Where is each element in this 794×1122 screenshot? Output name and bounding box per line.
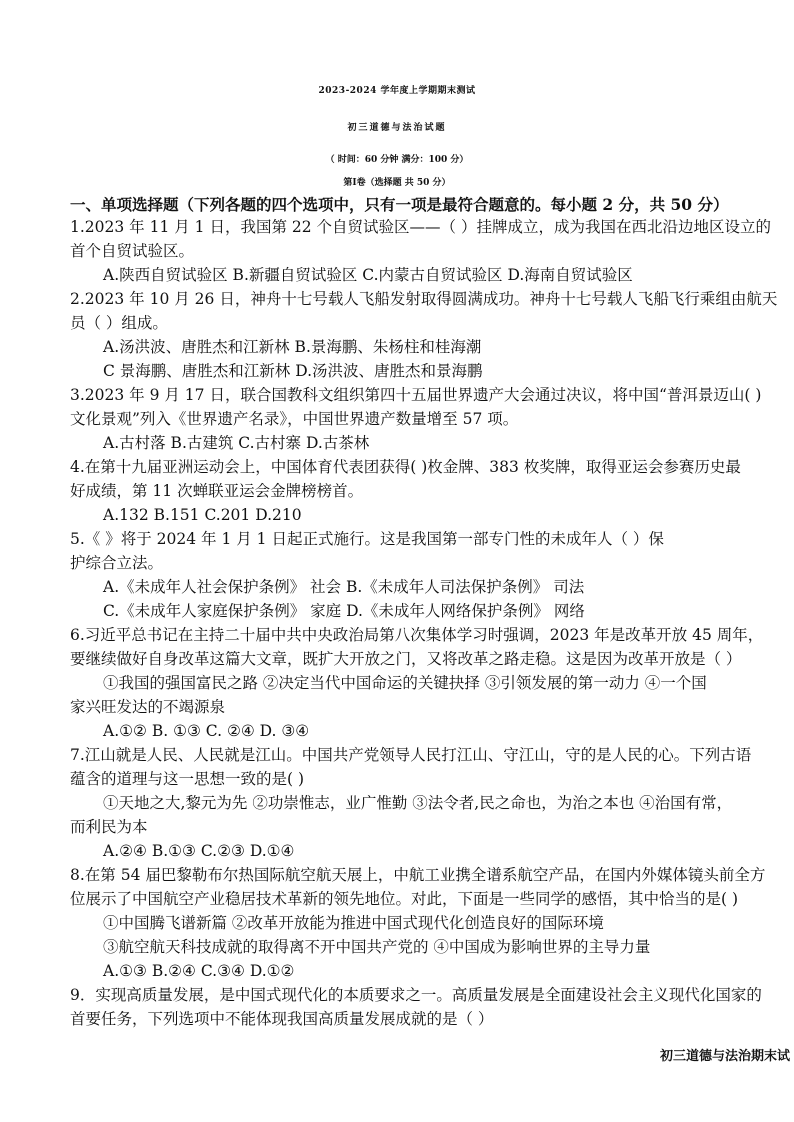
question-options: C 景海鹏、唐胜杰和江新林 D.汤洪波、唐胜杰和景海鹏 (103, 362, 483, 380)
question-stem-line: 7.江山就是人民、人民就是江山。中国共产党领导人民打江山、守江山，守的是人民的心。下列古语 (70, 746, 752, 764)
question-stem-line: 位展示了中国航空产业稳居技术革新的领先地位。对此，下面是一些同学的感悟，其中恰当的是( ) (70, 890, 739, 908)
question-options: A.①③ B.②④ C.③④ D.①② (103, 962, 295, 980)
question-options: A.陕西自贸试验区 B.新疆自贸试验区 C.内蒙古自贸试验区 D.海南自贸试验区 (103, 266, 633, 284)
exam-time-score: （ 时间：60 分钟 满分：100 分） (325, 155, 469, 165)
page-footer: 初三道德与法治期末试 (659, 1049, 790, 1064)
question-stem-line: 首个自贸试验区。 (70, 242, 195, 260)
question-statements: ①我国的强国富民之路 ②决定当代中国命运的关键抉择 ③引领发展的第一动力 ④一个国 (103, 674, 707, 692)
question-options: C.《未成年人家庭保护条例》 家庭 D.《未成年人网络保护条例》 网络 (103, 602, 585, 620)
question-statements: ①中国腾飞谱新篇 ②改革开放能为推进中国式现代化创造良好的国际环境 (103, 914, 604, 932)
question-statements: 而利民为本 (70, 818, 148, 836)
question-options: A.汤洪波、唐胜杰和江新林 B.景海鹏、朱杨柱和桂海潮 (103, 338, 482, 356)
exam-term-title: 2023-2024 学年度上学期期末测试 (318, 86, 476, 96)
question-statements: ③航空航天科技成就的取得离不开中国共产党的 ④中国成为影响世界的主导力量 (103, 938, 651, 956)
question-stem-line: 蕴含的道理与这一思想一致的是( ) (70, 770, 305, 788)
question-statements: ①天地之大,黎元为先 ②功崇惟志，业广惟勤 ③法令者,民之命也，为治之本也 ④治国有常， (103, 794, 733, 812)
question-options: A.古村落 B.古建筑 C.古村寨 D.古茶林 (103, 434, 370, 452)
section-heading: 一、单项选择题（下列各题的四个选项中，只有一项是最符合题意的。每小题 2 分，共 50 分） (70, 195, 729, 214)
question-stem-line: 4.在第十九届亚洲运动会上，中国体育代表团获得( )枚金牌、383 枚奖牌，取得亚运会参赛历史最 (70, 458, 741, 476)
exam-subject-title: 初三道德与法治试题 (347, 123, 447, 133)
question-options: A.①② B. ①③ C. ②④ D. ③④ (103, 722, 310, 740)
question-stem-line: 6.习近平总书记在主持二十届中共中央政治局第八次集体学习时强调，2023 年是改革开放 45 周年， (70, 626, 764, 644)
question-stem-line: 要继续做好自身改革这篇大文章，既扩大开放之门，又将改革之路走稳。这是因为改革开放是（ ） (70, 650, 742, 668)
question-options: A.②④ B.①③ C.②③ D.①④ (103, 842, 295, 860)
question-stem-line: 首要任务，下列选项中不能体现我国高质量发展成就的是（ ） (70, 1010, 494, 1028)
question-stem-line: 好成绩，第 11 次蝉联亚运会金牌榜榜首。 (70, 482, 364, 500)
question-stem-line: 2.2023 年 10 月 26 日，神舟十七号载人飞船发射取得圆满成功。神舟十七号载人飞船飞行乘组由航天 (70, 290, 778, 308)
question-stem-line: 3.2023 年 9 月 17 日，联合国教科文组织第四十五届世界遗产大会通过决议，将中国“普洱景迈山( ) (70, 386, 762, 404)
question-stem-line: 1.2023 年 11 月 1 日，我国第 22 个自贸试验区——（ ）挂牌成立，成为我国在西北沿边地区设立的 (70, 218, 771, 236)
question-stem-line: 8.在第 54 届巴黎勒布尔热国际航空航天展上，中航工业携全谱系航空产品，在国内外媒体镜头前全方 (70, 866, 766, 884)
volume-heading: 第Ⅰ卷（选择题 共 50 分） (343, 178, 451, 188)
question-stem-line: 5.《 》将于 2024 年 1 月 1 日起正式施行。这是我国第一部专门性的未成年人（ ）保 (70, 530, 664, 548)
question-stem-line: 员（ ）组成。 (70, 314, 168, 332)
question-options: A.《未成年人社会保护条例》 社会 B.《未成年人司法保护条例》 司法 (103, 578, 585, 596)
question-statements: 家兴旺发达的不竭源泉 (70, 698, 226, 716)
question-stem-line: 9．实现高质量发展，是中国式现代化的本质要求之一。高质量发展是全面建设社会主义现代化国家的 (70, 986, 762, 1004)
question-options: A.132 B.151 C.201 D.210 (103, 506, 302, 524)
question-stem-line: 文化景观”列入《世界遗产名录》，中国世界遗产数量增至 57 项。 (70, 410, 519, 428)
question-stem-line: 护综合立法。 (70, 554, 164, 572)
